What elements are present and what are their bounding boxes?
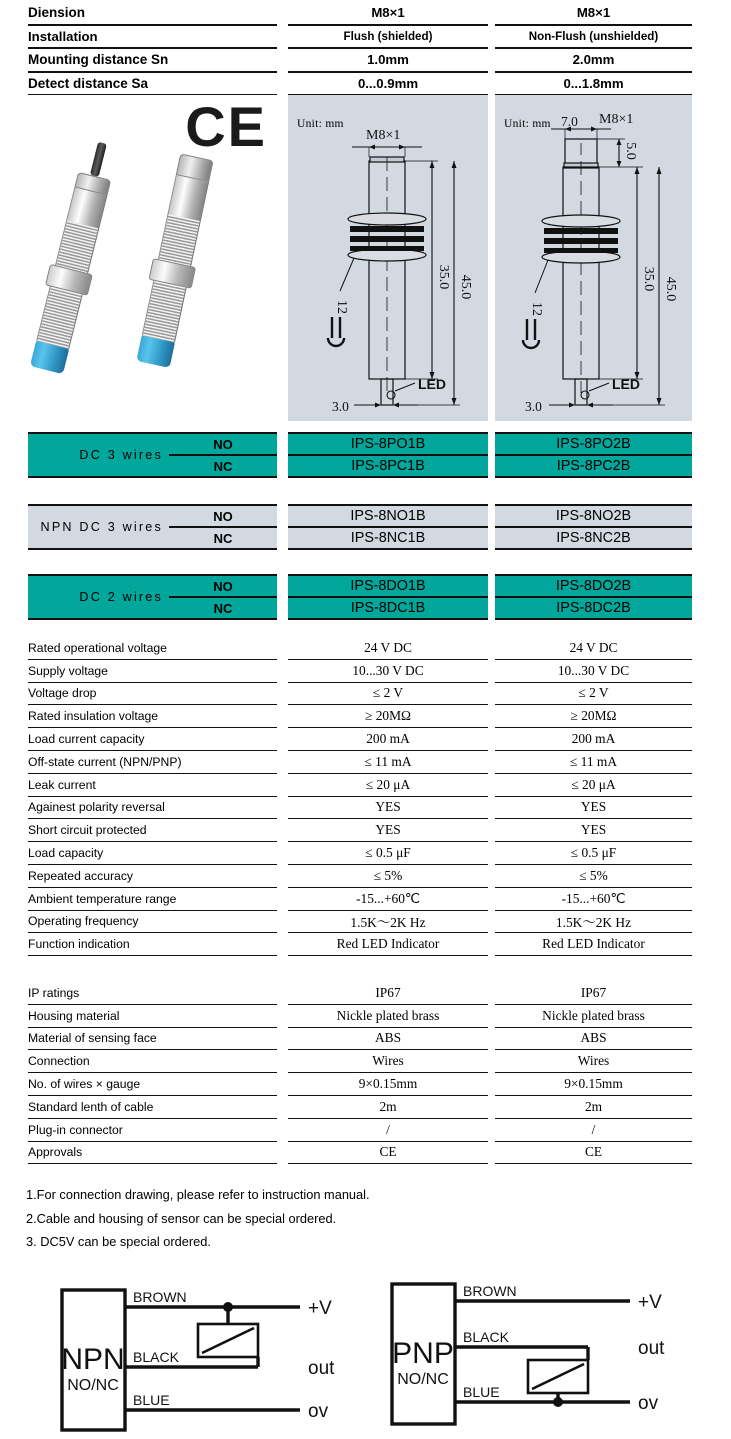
row-label: Load capacity (28, 842, 277, 865)
table-row (0, 705, 731, 728)
nonflush-value: IP67 (495, 982, 692, 1005)
flush-value: Flush (shielded) (288, 26, 488, 50)
family-band (28, 504, 277, 550)
sensor-barrel (167, 175, 209, 221)
flush-value: Wires (288, 1050, 488, 1073)
junction-dot (553, 1397, 563, 1407)
cable-dia-label: 3.0 (332, 399, 349, 414)
nonflush-value: 2.0mm (495, 49, 692, 73)
row-label: Ambient temperature range (28, 888, 277, 911)
nonflush-value: YES (495, 797, 692, 820)
nonflush-value: Non-Flush (unshielded) (495, 26, 692, 50)
electrical-specifications-table (0, 637, 731, 956)
row-label: Plug-in connector (28, 1119, 277, 1142)
product-code[interactable]: IPS-8DO1B (350, 578, 426, 594)
flush-value: ≤ 2 V (288, 683, 488, 706)
tip-height-label: 5.0 (623, 142, 638, 160)
flush-value: -15...+60℃ (288, 888, 488, 911)
table-row (0, 819, 731, 842)
row-label: Againest polarity reversal (28, 797, 277, 820)
product-photo (28, 95, 277, 421)
nonflush-value: 200 mA (495, 728, 692, 751)
wire-label-brown: BROWN (133, 1289, 187, 1305)
table-row (0, 683, 731, 706)
product-code[interactable]: IPS-8DO2B (555, 578, 632, 594)
nonflush-value: ≥ 20MΩ (495, 705, 692, 728)
body-length-label: 35.0 (641, 266, 656, 292)
flush-value: / (288, 1119, 488, 1142)
non-flush-drawing-svg (495, 95, 692, 421)
contact-no-label: NO (213, 436, 233, 452)
family-label: DC 2 wires (79, 590, 163, 604)
wire-label-blue: BLUE (133, 1392, 170, 1408)
led-label: LED (612, 376, 640, 392)
row-label: Off-state current (NPN/PNP) (28, 751, 277, 774)
product-code[interactable]: IPS-8NC2B (556, 530, 631, 546)
nonflush-value: 0...1.8mm (495, 73, 692, 97)
sensor-sensing-face (136, 335, 175, 368)
cable-dia-label: 3.0 (525, 399, 542, 414)
nonflush-value: Wires (495, 1050, 692, 1073)
footnote: 3. DC5V can be special ordered. (26, 1234, 211, 1249)
table-row (0, 2, 731, 26)
terminal-label-0v: ov (308, 1401, 329, 1422)
table-row (0, 982, 731, 1005)
table-row (0, 1028, 731, 1051)
table-row (0, 911, 731, 934)
wrench-size-label: 12 (334, 300, 349, 314)
sensor-connector-type (136, 153, 213, 367)
family-band (28, 574, 277, 620)
nonflush-value: Red LED Indicator (495, 933, 692, 956)
flush-value: ≤ 20 μA (288, 774, 488, 797)
table-row (0, 1050, 731, 1073)
wire-label-brown: BROWN (463, 1283, 517, 1299)
product-code[interactable]: IPS-8PO1B (350, 436, 426, 452)
flush-value: ≥ 20MΩ (288, 705, 488, 728)
table-row (0, 26, 731, 50)
row-label: No. of wires × gauge (28, 1073, 277, 1096)
nonflush-value: Nickle plated brass (495, 1005, 692, 1028)
row-label: Connection (28, 1050, 277, 1073)
table-row (0, 865, 731, 888)
sensor-thread-lower (142, 281, 187, 343)
flush-value: ≤ 0.5 μF (288, 842, 488, 865)
flush-value: ≤ 5% (288, 865, 488, 888)
product-code[interactable]: IPS-8DC2B (556, 600, 631, 616)
npn-contact-label: NO/NC (67, 1377, 119, 1394)
flush-value: M8×1 (288, 2, 488, 26)
nonflush-codes (495, 504, 692, 550)
nonflush-value: ABS (495, 1028, 692, 1051)
flush-value: YES (288, 819, 488, 842)
nonflush-value: / (495, 1119, 692, 1142)
total-length-label: 45.0 (458, 274, 473, 300)
row-label: Housing material (28, 1005, 277, 1028)
row-label: Mounting distance Sn (28, 49, 277, 73)
contact-nc-label: NC (213, 458, 233, 474)
table-row (0, 933, 731, 956)
contact-no-label: NO (213, 578, 233, 594)
table-row (0, 49, 731, 73)
nonflush-value: M8×1 (495, 2, 692, 26)
sensor-thread-upper (158, 214, 201, 266)
cable-icon (90, 142, 107, 177)
led-label: LED (418, 376, 446, 392)
flush-value: 0...0.9mm (288, 73, 488, 97)
product-code[interactable]: IPS-8DC1B (350, 600, 426, 616)
flush-codes (288, 504, 488, 550)
product-code[interactable]: IPS-8PC1B (351, 458, 425, 474)
table-row (0, 1119, 731, 1142)
wire-label-black: BLACK (463, 1329, 509, 1345)
row-label: Leak current (28, 774, 277, 797)
terminal-label-out: out (638, 1338, 665, 1359)
product-code[interactable]: IPS-8NO2B (555, 508, 632, 524)
table-row (0, 637, 731, 660)
footnotes (26, 1183, 586, 1254)
terminal-label-out: out (308, 1358, 335, 1379)
flush-value: 10...30 V DC (288, 660, 488, 683)
family-label: DC 3 wires (79, 448, 163, 462)
wrench-size-label: 12 (529, 302, 544, 316)
nonflush-value: ≤ 0.5 μF (495, 842, 692, 865)
footnote: 2.Cable and housing of sensor can be special ordered. (26, 1210, 337, 1226)
junction-dot (223, 1302, 233, 1312)
flush-value: Red LED Indicator (288, 933, 488, 956)
nonflush-value: 24 V DC (495, 637, 692, 660)
flush-codes (288, 574, 488, 620)
row-label: Rated insulation voltage (28, 705, 277, 728)
npn-type-label: NPN (61, 1343, 125, 1376)
table-row (0, 888, 731, 911)
ce-mark-icon: CE (185, 95, 267, 158)
table-row (0, 1096, 731, 1119)
mechanical-specifications-table (0, 982, 731, 1164)
row-label: Supply voltage (28, 660, 277, 683)
dimension-drawing-flush (288, 95, 488, 421)
nonflush-value: 9×0.15mm (495, 1073, 692, 1096)
wiring-diagrams (0, 1262, 731, 1434)
table-row (0, 797, 731, 820)
row-label: Installation (28, 26, 277, 50)
row-label: Standard lenth of cable (28, 1096, 277, 1119)
nonflush-value: 2m (495, 1096, 692, 1119)
flush-value: 200 mA (288, 728, 488, 751)
wire-label-blue: BLUE (463, 1384, 500, 1400)
product-code[interactable]: IPS-8PC2B (556, 458, 631, 474)
flush-value: CE (288, 1142, 488, 1165)
flush-value: 1.0mm (288, 49, 488, 73)
family-label: NPN DC 3 wires (40, 520, 163, 534)
nonflush-value: ≤ 20 μA (495, 774, 692, 797)
nonflush-value: 1.5K～2K Hz (495, 911, 692, 934)
flush-value: 9×0.15mm (288, 1073, 488, 1096)
contact-nc-label: NC (213, 530, 233, 546)
flush-value: 2m (288, 1096, 488, 1119)
row-label: Approvals (28, 1142, 277, 1165)
flush-value: 24 V DC (288, 637, 488, 660)
row-label: Load current capacity (28, 728, 277, 751)
product-code[interactable]: IPS-8NC1B (350, 530, 426, 546)
nonflush-codes (495, 432, 692, 478)
total-length-label: 45.0 (663, 276, 678, 302)
flush-value: YES (288, 797, 488, 820)
nonflush-value: -15...+60℃ (495, 888, 692, 911)
nonflush-codes (495, 574, 692, 620)
flush-value: 1.5K～2K Hz (288, 911, 488, 934)
thread-label: M8×1 (366, 128, 401, 143)
row-label: IP ratings (28, 982, 277, 1005)
table-row (0, 728, 731, 751)
thread-label: M8×1 (599, 112, 634, 127)
dimension-drawing-non-flush (495, 95, 692, 421)
table-row (0, 1005, 731, 1028)
row-label: Short circuit protected (28, 819, 277, 842)
row-label: Material of sensing face (28, 1028, 277, 1051)
nonflush-value: ≤ 11 mA (495, 751, 692, 774)
nonflush-value: CE (495, 1142, 692, 1165)
row-label: Diension (28, 2, 277, 26)
product-code[interactable]: IPS-8NO1B (350, 508, 426, 524)
table-row (0, 1073, 731, 1096)
unit-label: Unit: mm (504, 118, 551, 130)
pnp-contact-label: NO/NC (397, 1371, 449, 1388)
dimension-header-table (0, 2, 731, 96)
row-label: Operating frequency (28, 911, 277, 934)
row-label: Rated operational voltage (28, 637, 277, 660)
nonflush-value: ≤ 2 V (495, 683, 692, 706)
sensor-thread-upper (55, 220, 99, 273)
flush-value: Nickle plated brass (288, 1005, 488, 1028)
terminal-label-vplus: +V (308, 1298, 332, 1319)
table-row (0, 774, 731, 797)
table-row (0, 660, 731, 683)
flush-value: ≤ 11 mA (288, 751, 488, 774)
family-band (28, 432, 277, 478)
table-row (0, 842, 731, 865)
contact-no-label: NO (213, 508, 233, 524)
flush-value: ABS (288, 1028, 488, 1051)
tip-width-label: 7.0 (561, 114, 578, 129)
nonflush-value: 10...30 V DC (495, 660, 692, 683)
wire-label-black: BLACK (133, 1349, 179, 1365)
nonflush-value: YES (495, 819, 692, 842)
nonflush-value: ≤ 5% (495, 865, 692, 888)
flush-codes (288, 432, 488, 478)
terminal-label-0v: ov (638, 1393, 659, 1414)
wiring-svg (0, 1262, 731, 1434)
row-label: Detect distance Sa (28, 73, 277, 97)
product-code[interactable]: IPS-8PO2B (556, 436, 631, 452)
row-label: Function indication (28, 933, 277, 956)
body-length-label: 35.0 (436, 264, 451, 290)
row-label: Repeated accuracy (28, 865, 277, 888)
table-row (0, 1142, 731, 1165)
contact-nc-label: NC (213, 600, 233, 616)
table-row (0, 751, 731, 774)
sensor-thread-lower (36, 286, 83, 349)
table-row (0, 73, 731, 97)
row-label: Voltage drop (28, 683, 277, 706)
unit-label: Unit: mm (297, 118, 344, 130)
footnote: 1.For connection drawing, please refer to instruction manual. (26, 1187, 370, 1202)
visual-band (0, 95, 731, 421)
pnp-type-label: PNP (392, 1337, 454, 1370)
terminal-label-vplus: +V (638, 1292, 662, 1313)
sensor-cable-type (30, 139, 120, 374)
flush-value: IP67 (288, 982, 488, 1005)
flush-drawing-svg (288, 95, 488, 421)
